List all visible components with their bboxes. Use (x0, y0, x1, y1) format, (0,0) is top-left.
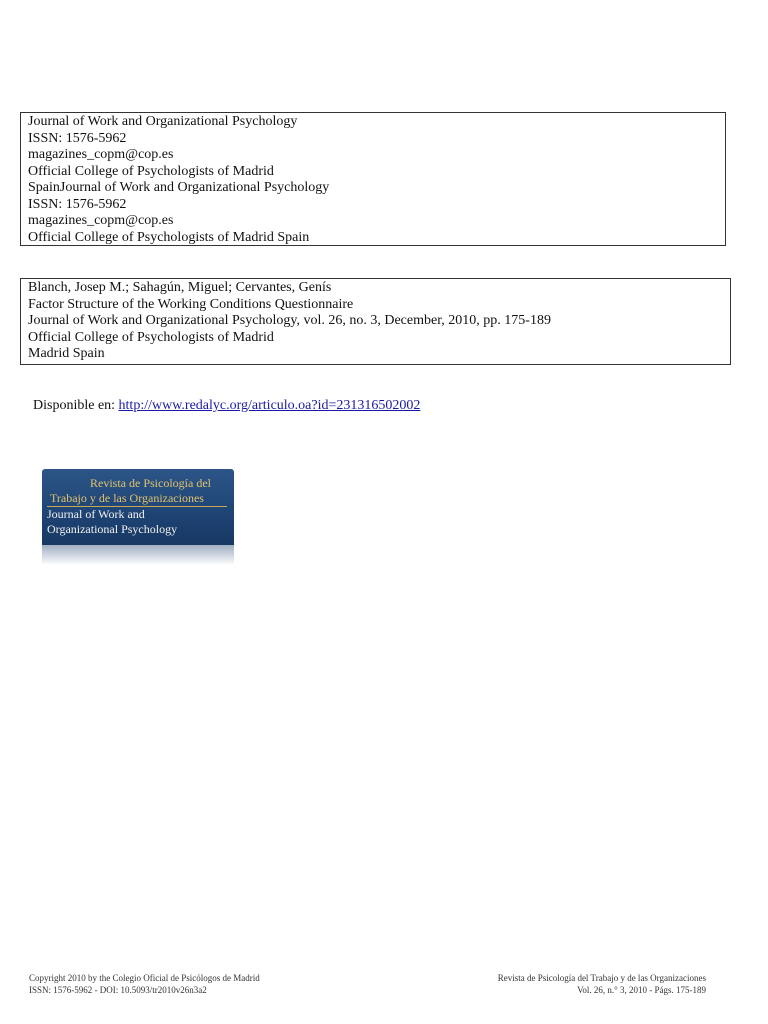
journal-cover-logo (42, 469, 234, 565)
footer-journal-ref (498, 972, 706, 996)
article-location: Madrid Spain (28, 346, 105, 361)
redalyc-link[interactable]: http://www.redalyc.org/articulo.oa?id=231316502002 (118, 398, 421, 413)
footer-journal-name: Revista de Psicología del Trabajo y de las Organizaciones (497, 973, 706, 983)
cover-panel (42, 469, 234, 545)
journal-info-box (20, 112, 726, 246)
journal-publisher-repeat: Official College of Psychologists of Madrid Spain (28, 229, 310, 245)
article-info-box (20, 278, 731, 365)
footer-volume-pages: Vol. 26, n.° 3, 2010 - Págs. 175-189 (577, 985, 706, 995)
cover-title-line-4: Organizational Psychology (47, 522, 178, 536)
article-publisher: Official College of Psychologists of Madrid (28, 329, 274, 345)
availability-line (33, 397, 420, 414)
availability-label: Disponible en: (33, 398, 116, 413)
journal-email: magazines_copm@cop.es (28, 147, 174, 162)
journal-email-repeat: magazines_copm@cop.es (28, 213, 174, 228)
article-authors: Blanch, Josep M.; Sahagún, Miguel; Cervantes, Genís (28, 280, 332, 295)
journal-publisher: Official College of Psychologists of Madrid (28, 163, 274, 179)
journal-name-repeat: SpainJournal of Work and Organizational Psychology (28, 180, 330, 195)
cover-reflection (42, 545, 234, 565)
journal-name: Journal of Work and Organizational Psychology (28, 114, 298, 129)
article-title: Factor Structure of the Working Conditions Questionnaire (28, 296, 354, 312)
cover-title-line-1: Revista de Psicología del (90, 476, 211, 490)
footer-copyright (29, 972, 260, 996)
journal-issn-repeat: ISSN: 1576-5962 (28, 196, 127, 212)
journal-issn: ISSN: 1576-5962 (28, 130, 127, 146)
article-citation: Journal of Work and Organizational Psychology, vol. 26, no. 3, December, 2010, pp. 175-189 (28, 313, 551, 328)
footer-issn-doi: ISSN: 1576-5962 - DOI: 10.5093/tr2010v26n3a2 (29, 985, 207, 995)
cover-title-line-2: Trabajo y de las Organizaciones (50, 491, 204, 505)
cover-title-line-3: Journal of Work and (47, 507, 145, 521)
footer-copyright-line: Copyright 2010 by the Colegio Oficial de Psicólogos de Madrid (29, 973, 260, 983)
